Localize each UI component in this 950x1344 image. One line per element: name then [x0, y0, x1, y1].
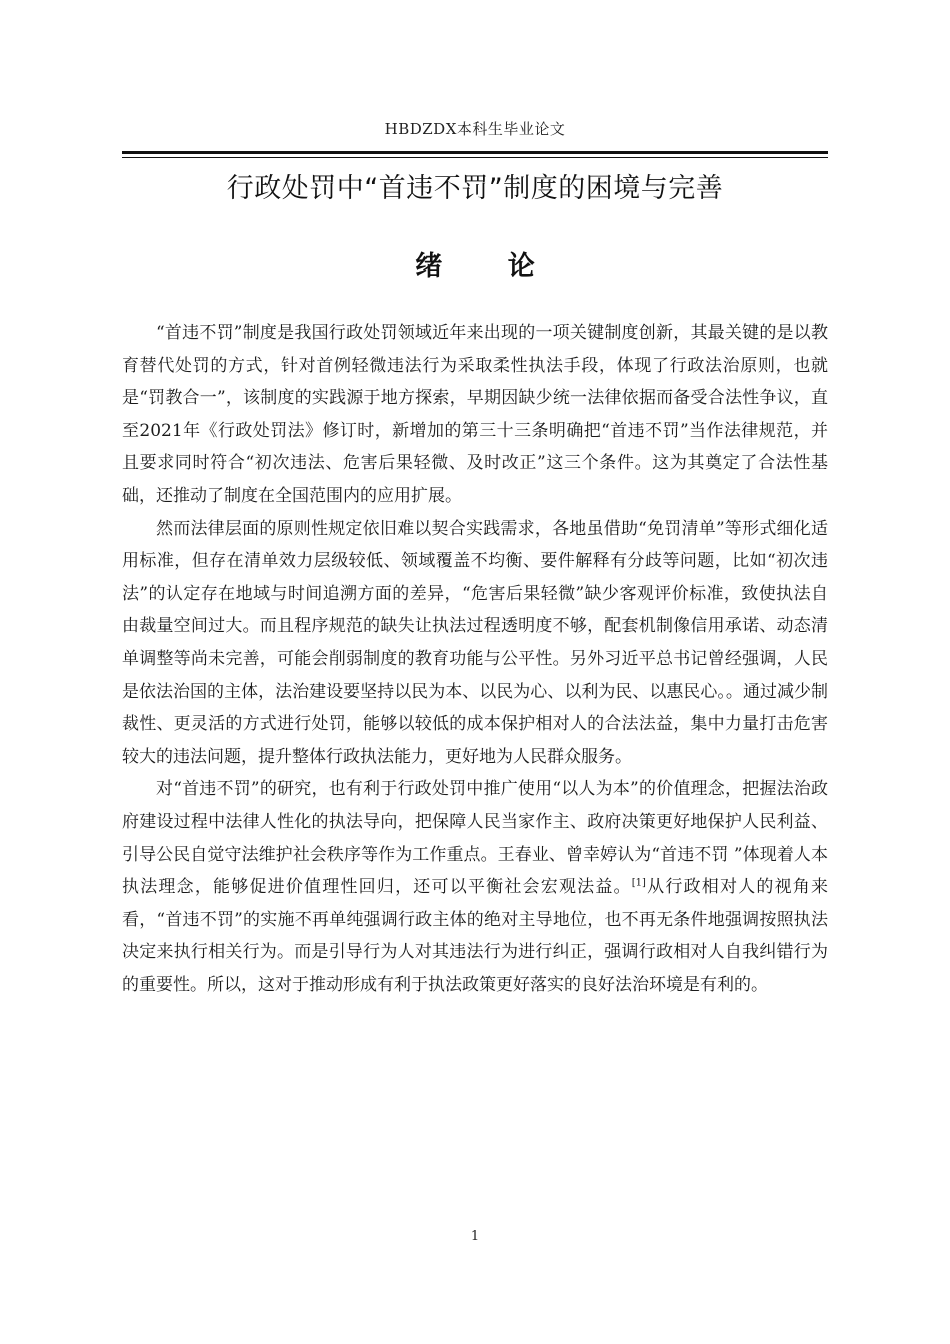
paragraph-1: “首违不罚”制度是我国行政处罚领域近年来出现的一项关键制度创新，其最关键的是以教育替代处罚的方式，针对首例轻微违法行为采取柔性执法手段，体现了行政法治原则，也就是“罚教合一”，该制度的实践源于地方探索，早期因缺少统一法律依据而备受合法性争议，直至2021年《行政处罚法》修订时，新增加的第三十三条明确把“首违不罚”当作法律规范，并且要求同时符合“初次违法、危害后果轻微、及时改正”这三个条件。这为其奠定了合法性基础，还推动了制度在全国范围内的应用扩展。: [122, 323, 828, 506]
paragraph-3: [122, 773, 828, 1001]
header-rule-thin: [122, 157, 828, 158]
citation-marker[interactable]: [1]: [631, 877, 646, 889]
paragraph-3-text-after: 从行政相对人的视角来看，“首违不罚”的实施不再单纯强调行政主体的绝对主导地位，也不再无条件地强调按照执法决定来执行相关行为。而是引导行为人对其违法行为进行纠正，强调行政相对人自我纠错行为的重要性。所以，这对于推动形成有利于执法政策更好落实的良好法治环境是有利的。: [122, 877, 829, 995]
paragraph-2: 然而法律层面的原则性规定依旧难以契合实践需求，各地虽借助“免罚清单”等形式细化适用标准，但存在清单效力层级较低、领域覆盖不均衡、要件解释有分歧等问题，比如“初次违法”的认定存在地域与时间追溯方面的差异，“危害后果轻微”缺少客观评价标准，致使执法自由裁量空间过大。而且程序规范的缺失让执法过程透明度不够，配套机制像信用承诺、动态清单调整等尚未完善，可能会削弱制度的教育功能与公平性。另外习近平总书记曾经强调，人民是依法治国的主体，法治建设要坚持以民为本、以民为心、以利为民、以惠民心。。通过减少制裁性、更灵活的方式进行处罚，能够以较低的成本保护相对人的合法法益，集中力量打击危害较大的违法问题，提升整体行政执法能力，更好地为人民群众服务。: [122, 518, 828, 767]
paragraph-3-text-before: 对“首违不罚”的研究，也有利于行政处罚中推广使用“以人为本”的价值理念，把握法治政府建设过程中法律人性化的执法导向，把保障人民当家作主、政府决策更好地保护人民利益、引导公民自觉守法维护社会秩序等作为工作重点。王春业、曾幸婷认为“首违不罚 ”体现着人本执法理念，能够促进价值理性回归，还可以平衡社会宏观法益。: [122, 779, 828, 898]
body-text: [122, 317, 828, 1001]
paper-title: 行政处罚中“首违不罚”制度的困境与完善: [226, 173, 724, 204]
running-header: HBDZDX本科生毕业论文: [384, 120, 566, 138]
section-heading: 绪 论: [415, 251, 563, 282]
page-number: 1: [470, 1229, 480, 1244]
header-rule-thick: [122, 151, 828, 154]
